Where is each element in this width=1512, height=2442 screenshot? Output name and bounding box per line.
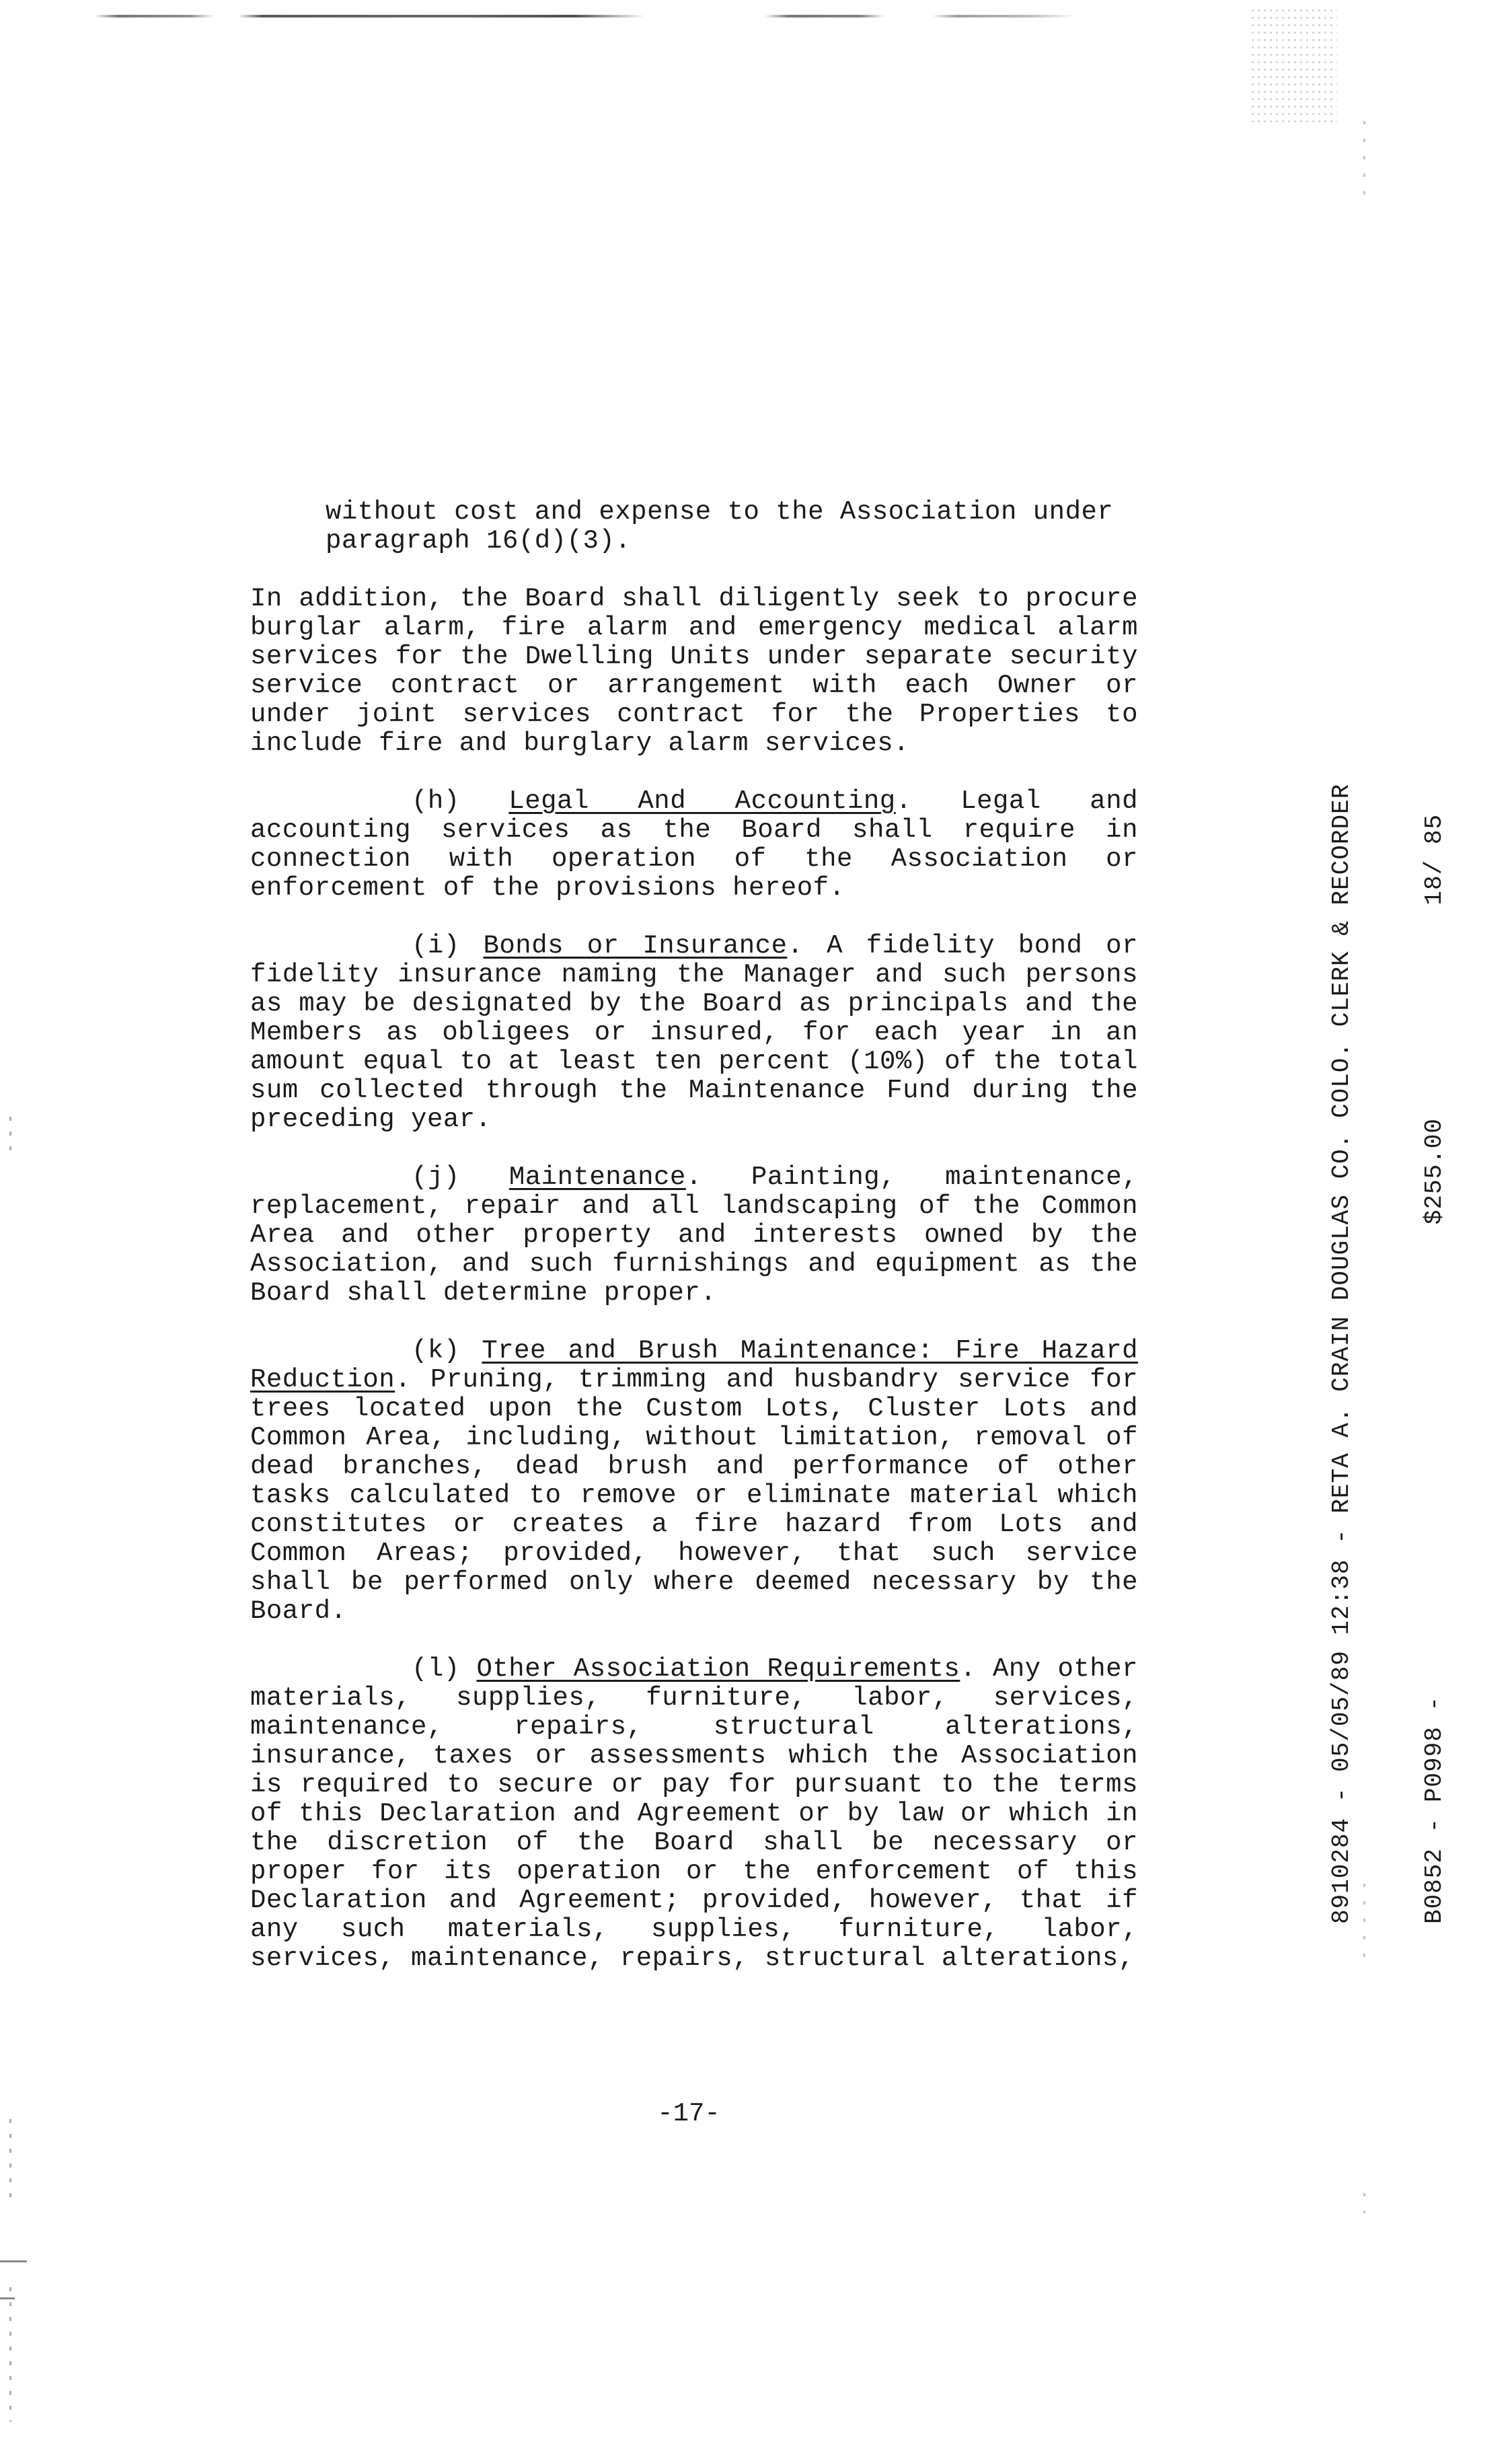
scan-artifact-right-mark [1363, 121, 1365, 202]
paragraph-text: Painting, maintenance, replacement, repair and all landscaping of the Common Area and other property and interests owned by the Association, and such furnishings and equipment as the Board shall determine proper. [250, 1162, 1139, 1308]
document-body [250, 498, 1138, 1973]
paragraph-continuation [250, 498, 1138, 556]
paragraph-text: A fidelity bond or fidelity insurance naming the Manager and such persons as may be designated by the Board as principals and the Members as obligees or insured, for each year in an amount equal to at least ten percent (10%) of the total sum collected through the Maintenance Fund during the preceding year. [250, 931, 1138, 1134]
recorder-stamp-line-2: B0852 - P0998 - $255.00 18/ 85 [1421, 813, 1448, 1924]
paragraph-text: Any other materials, supplies, furniture, labor, services, maintenance, repairs, structural alterations, insurance, taxes or assessments which the Association is required to secure or pay for pursuant to the terms of this Declaration and Agreement or by law or which in the discretion of the Board shall be necessary or proper for its operation or the enforcement of this Declaration and Agreement; provided, however, that if any such materials, supplies, furniture, labor, services, maintenance, repairs, structural alterations, [250, 1654, 1138, 1973]
paragraph-j-maintenance: (j) Maintenance. Painting, maintenance, replacement, repair and all landscaping of the Common Area and other property and interests owned by the Association, and such furnishings and equipment as the Board shall determine proper. [250, 1162, 1139, 1308]
page-number: -17- [657, 2099, 720, 2129]
scan-artifact-left-mark [9, 1117, 11, 1157]
paragraph-text: without cost and expense to the Association under paragraph 16(d)(3). [326, 497, 1114, 556]
paragraph-heading: Bonds or Insurance [483, 931, 788, 961]
paragraph-text: Legal and accounting services as the Board shall require in connection with operation of the Association or enforcement of the provisions hereof. [250, 786, 1139, 903]
paragraph-addition [250, 585, 1138, 758]
paragraph-label: (l) [412, 1654, 460, 1684]
paragraph-label: (j) [412, 1162, 460, 1192]
paragraph-heading: Tree and Brush Maintenance: Fire Hazard Reduction [250, 1336, 1138, 1395]
paragraph-label: (h) [412, 786, 460, 816]
scan-artifact-top-line [94, 15, 1291, 17]
paragraph-text: Pruning, trimming and husbandry service for trees located upon the Custom Lots, Cluster Lots and Common Area, including, without limitation, removal of dead branches, dead brush and performance of other tasks calculated to remove or eliminate material which constitutes or creates a fire hazard from Lots and Common Areas; provided, however, that such service shall be performed only where deemed necessary by the Board. [250, 1365, 1138, 1626]
paragraph-label: (k) [412, 1336, 460, 1366]
recorder-stamp-line-1: 8910284 - 05/05/89 12:38 - RETA A. CRAIN DOUGLAS CO. COLO. CLERK & RECORDER [1328, 783, 1355, 1924]
scan-artifact-left-mark [9, 2119, 11, 2200]
scan-artifact-left-mark [9, 2287, 11, 2422]
scan-artifact-edge-dash [0, 2297, 15, 2299]
scan-artifact-right-mark [1363, 2193, 1365, 2213]
paragraph-heading: Legal And Accounting [508, 786, 896, 816]
scan-artifact-speckle [1250, 7, 1337, 128]
paragraph-label: (i) [412, 931, 460, 961]
paragraph-i-bonds-or-insurance: (i) Bonds or Insurance. A fidelity bond or fidelity insurance naming the Manager and such persons as may be designated by the Board as principals and the Members as obligees or insured, for each year in an amount equal to at least ten percent (10%) of the total sum collected through the Maintenance Fund during the preceding year. [250, 931, 1138, 1134]
paragraph-heading: Other Association Requirements [476, 1654, 960, 1684]
paragraph-l-other-requirements: (l) Other Association Requirements. Any other materials, supplies, furniture, labor, services, maintenance, repairs, structural alterations, insurance, taxes or assessments which the Association is required to secure or pay for pursuant to the terms of this Declaration and Agreement or by law or which in the discretion of the Board shall be necessary or proper for its operation or the enforcement of this Declaration and Agreement; provided, however, that if any such materials, supplies, furniture, labor, services, maintenance, repairs, structural alterations, [250, 1654, 1138, 1973]
paragraph-h-legal-and-accounting: (h) Legal And Accounting. Legal and accounting services as the Board shall require in connection with operation of the Association or enforcement of the provisions hereof. [250, 786, 1139, 903]
paragraph-heading: Maintenance [508, 1162, 686, 1192]
paragraph-k-tree-and-brush: (k) Tree and Brush Maintenance: Fire Hazard Reduction. Pruning, trimming and husbandry service for trees located upon the Custom Lots, Cluster Lots and Common Area, including, without limitation, removal of dead branches, dead brush and performance of other tasks calculated to remove or eliminate material which constitutes or creates a fire hazard from Lots and Common Areas; provided, however, that such service shall be performed only where deemed necessary by the Board. [250, 1336, 1138, 1626]
recorder-stamp [1264, 784, 1512, 1924]
scan-artifact-edge-dash [0, 2260, 27, 2262]
paragraph-text: In addition, the Board shall diligently seek to procure burglar alarm, fire alarm and emergency medical alarm services for the Dwelling Units under separate security service contract or arrangement with each Owner or under joint services contract for the Properties to include fire and burglary alarm services. [250, 584, 1138, 758]
